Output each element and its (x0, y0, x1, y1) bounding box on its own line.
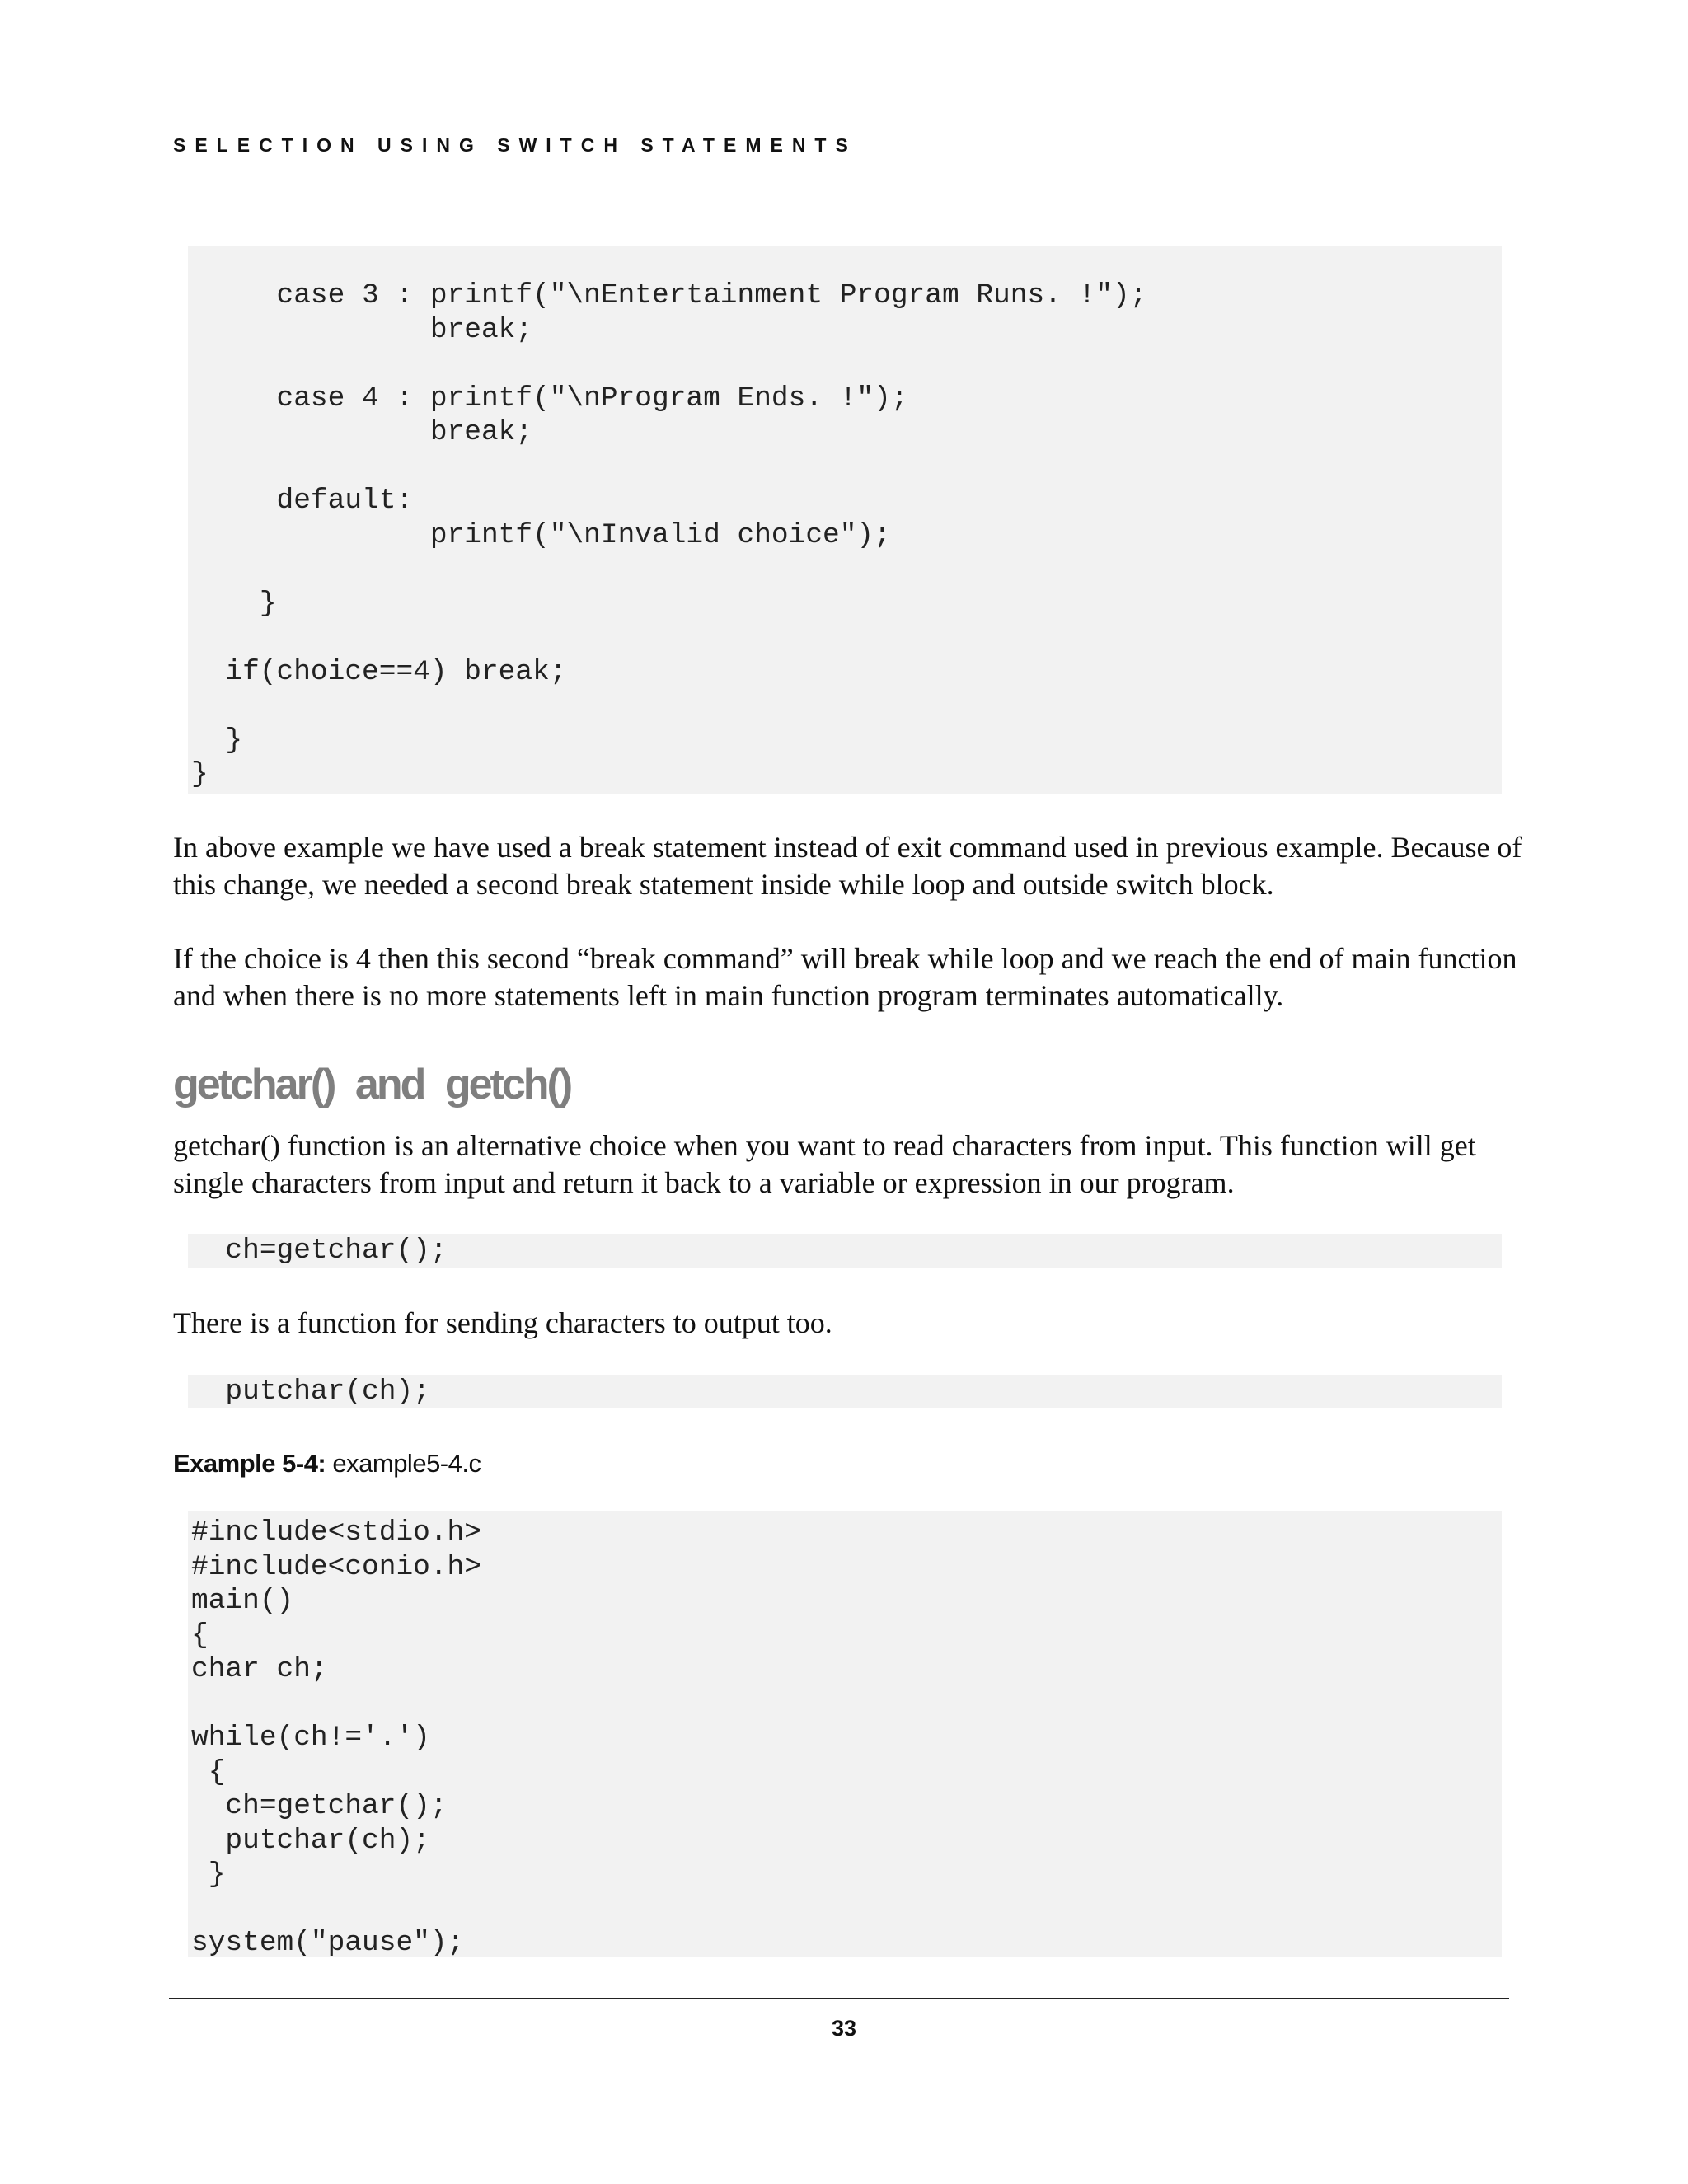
code-block-getchar (188, 1234, 1502, 1268)
page-number: 33 (831, 2016, 857, 2041)
code-text: case 3 : printf("\nEntertainment Program Runs. !"); break; case 4 : printf("\nProgram Ends. !"); break; default: printf("\nInvalid choice"); } if(choice==4) break; } } (191, 279, 1147, 790)
code-block-putchar (188, 1375, 1502, 1408)
code-block-example-5-4 (188, 1511, 1502, 1957)
running-header: SELECTION USING SWITCH STATEMENTS (173, 134, 857, 156)
paragraph-break-explanation (173, 829, 1525, 903)
paragraph-text: getchar() function is an alternative choice when you want to read characters from input. This function will get single characters from input and return it back to a variable or expression in our program. (173, 1129, 1476, 1199)
paragraph-text: In above example we have used a break statement instead of exit command used in previous example. Because of this change, we needed a second break statement inside while loop and outside switch block. (173, 831, 1522, 901)
paragraph-text: If the choice is 4 then this second “break command” will break while loop and we reach the end of main function and when there is no more statements left in main function program terminates automatically. (173, 942, 1517, 1012)
paragraph-putchar-intro (173, 1305, 1525, 1342)
code-text: putchar(ch); (191, 1376, 430, 1408)
paragraph-second-break (173, 940, 1525, 1015)
section-heading: getchar() and getch() (173, 1061, 571, 1108)
paragraph-getchar-intro (173, 1127, 1525, 1202)
footer-rule (169, 1998, 1509, 1999)
example-label: Example 5-4: (173, 1449, 326, 1478)
example-filename: example5-4.c (332, 1449, 481, 1478)
paragraph-text: There is a function for sending characters to output too. (173, 1306, 832, 1339)
code-block-switch-end (188, 246, 1502, 794)
code-text: #include<stdio.h> #include<conio.h> main() { char ch; while(ch!='.') { ch=getchar(); putchar(ch); } system("pause"); (191, 1516, 481, 1959)
code-text: ch=getchar(); (191, 1235, 448, 1267)
example-caption (173, 1448, 481, 1479)
